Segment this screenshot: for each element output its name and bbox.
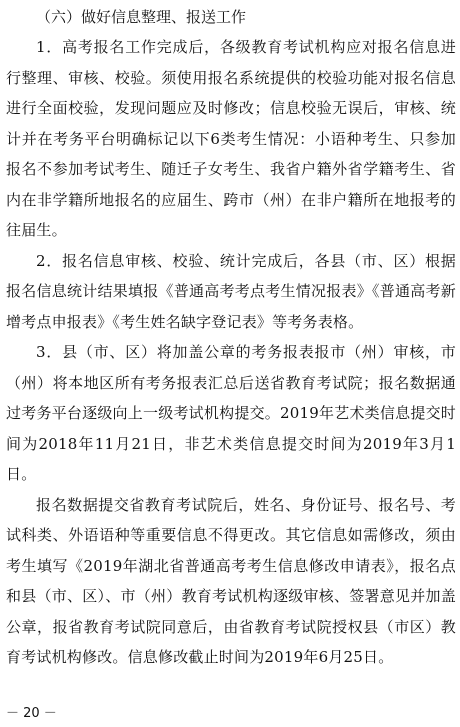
page-number: － 20 － xyxy=(6,706,57,721)
paragraph-4: 报名数据提交省教育考试院后，姓名、身份证号、报名号、考试科类、外语语种等重要信息不得更改。其它信息如需修改，须由考生填写《2019年湖北省普通高考考生信息修改申请表》，报名点和县（市、区）、市（州）教育考试机构逐级审核、签署意见并加盖公章，报省教育考试院同意后，由省教育考试院授权县（市区）教育考试机构修改。信息修改截止时间为2019年6月25日。 xyxy=(6,495,456,666)
section-heading: （六）做好信息整理、报送工作 xyxy=(36,8,247,26)
paragraph-3: 3．县（市、区）将加盖公章的考务报表报市（州）审核，市（州）将本地区所有考务报表汇总后送省教育考试院；报名数据通过考务平台逐级向上一级考试机构提交。2019年艺术类信息提交时间为2018年11月21日，非艺术类信息提交时间为2019年3月1日。 xyxy=(6,343,456,483)
paragraph-2: 2．报名信息审核、校验、统计完成后，各县（市、区）根据报名信息统计结果填报《普通高考考点考生情况报表》《普通高考新增考点申报表》《考生姓名缺字登记表》等考务表格。 xyxy=(6,251,456,331)
document-body xyxy=(6,2,456,673)
paragraph-1: 1．高考报名工作完成后，各级教育考试机构应对报名信息进行整理、审核、校验。须使用报名系统提供的校验功能对报名信息进行全面校验，发现问题应及时修改；信息校验无误后，审核、统计并在考务平台明确标记以下6类考生情况：小语种考生、只参加报名不参加考试考生、随迁子女考生、我省户籍外省学籍考生、省内在非学籍所地报名的应届生、跨市（州）在非户籍所在地报考的往届生。 xyxy=(6,38,456,239)
